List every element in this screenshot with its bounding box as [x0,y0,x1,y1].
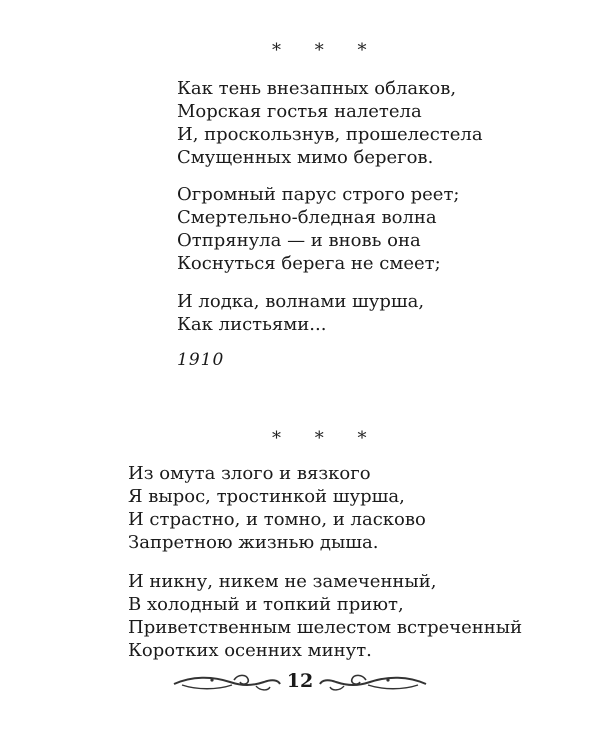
poem-line: Смущенных мимо берегов. [177,147,434,168]
poem-line: И, проскользнув, прошелестела [177,124,483,145]
poem-line: Отпрянула — и вновь она [177,230,421,251]
poem-line: Я вырос, тростинкой шурша, [128,486,405,507]
poem-line: И никну, никем не замеченный, [128,571,437,592]
poem-line: Из омута злого и вязкого [128,463,371,484]
flourish-ornament-icon [318,672,428,694]
poem2-stanza-1 [128,462,426,554]
poem1-stanza-2 [177,183,459,275]
poem-line: В холодный и топкий приют, [128,594,404,615]
page-footer [0,664,600,698]
poem1-asterism: * * * [272,40,381,61]
poem-line: Коротких осенних минут. [128,640,372,661]
poem-line: Огромный парус строго реет; [177,184,460,205]
poem1-stanza-1 [177,77,483,169]
poem2-asterism: * * * [272,428,381,449]
poem-line: Приветственным шелестом встреченный [128,617,523,638]
poem-line: Запретною жизнью дыша. [128,532,379,553]
poem-line: И лодка, волнами шурша, [177,291,425,312]
poem2-stanza-2 [128,570,522,662]
poem-line: Смертельно-бледная волна [177,207,437,228]
poem-line: Как листьями... [177,314,327,335]
page-number: 12 [286,670,314,692]
poem-line: Морская гостья налетела [177,101,422,122]
poem-line: Коснуться берега не смеет; [177,253,441,274]
poem-line: И страстно, и томно, и ласково [128,509,426,530]
poem-line: Как тень внезапных облаков, [177,78,457,99]
poem1-date: 1910 [177,350,225,370]
poem1-stanza-3 [177,290,424,336]
